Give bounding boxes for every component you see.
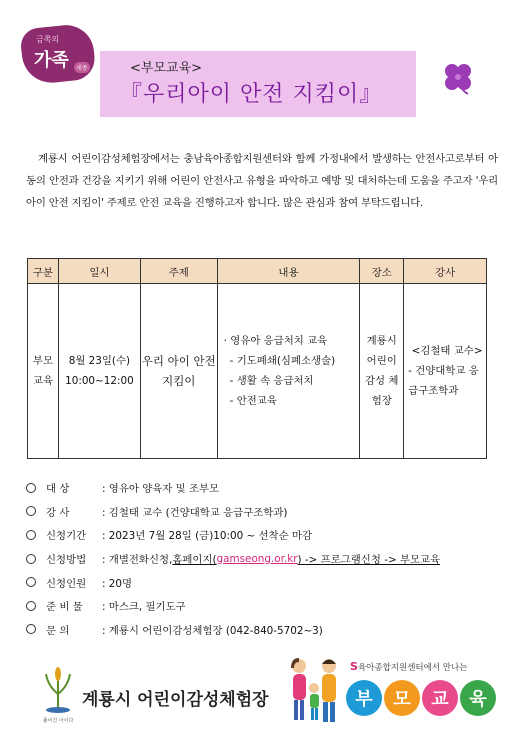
logo-char: 부 — [346, 680, 382, 716]
logo-char: 육 — [460, 680, 496, 716]
list-item — [26, 476, 506, 500]
parent-edu-caption — [350, 660, 467, 673]
header-lecturer: 강사 — [404, 259, 487, 284]
info-value-prefix: : 개별전화신청, — [102, 554, 173, 567]
banner-subtitle: <부모교육> — [130, 61, 203, 76]
plant-logo-icon — [40, 664, 76, 726]
cell-lecturer — [404, 284, 487, 459]
topic-text: 우리 아이 안전 지킴이 — [141, 354, 216, 388]
list-item — [26, 500, 506, 524]
caption-prefix: S — [350, 660, 358, 673]
circle-bullet-icon — [26, 483, 36, 493]
schedule-table — [27, 258, 487, 459]
info-label: 문 의 — [46, 624, 70, 637]
cell-datetime — [58, 284, 140, 459]
family-badge-logo — [22, 26, 94, 86]
clover-icon — [440, 60, 476, 96]
place-text: 계룡시 어린이 감성 체험장 — [365, 335, 399, 407]
info-label: 대 상 — [46, 483, 70, 496]
circle-bullet-icon — [26, 601, 36, 611]
content-line: · 영유아 응급처치 교육 — [223, 335, 328, 347]
info-value: : 김철태 교수 (건양대학교 응급구조학과) — [102, 506, 288, 519]
list-item — [26, 618, 506, 642]
info-value-suffix: ) -> 프로그램신청 -> 부모교육 — [297, 554, 441, 567]
circle-bullet-icon — [26, 577, 36, 587]
homepage-link[interactable]: gamseong.or.kr — [216, 552, 298, 565]
info-value: : 20명 — [102, 577, 133, 590]
logo-char: 모 — [384, 680, 420, 716]
family-illustration-icon — [285, 654, 345, 726]
badge-line3: 세종 — [74, 62, 90, 73]
info-value: : 2023년 7월 28일 (금)10:00 ~ 선착순 마감 — [102, 530, 312, 543]
list-item — [26, 523, 506, 547]
header-content: 내용 — [217, 259, 360, 284]
date-text: 8월 23일(수) — [68, 355, 131, 367]
header-topic: 주제 — [140, 259, 217, 284]
cell-topic — [140, 284, 217, 459]
badge-line1: 금쪽의 — [36, 35, 60, 44]
info-list — [26, 476, 506, 641]
info-label: 신청방법 — [46, 554, 87, 567]
banner-title: 『우리아이 안전 지킴이』 — [120, 82, 383, 107]
circle-bullet-icon — [26, 530, 36, 540]
info-value: : 마스크, 필기도구 — [102, 601, 186, 614]
content-line: - 생활 속 응급처치 — [229, 375, 314, 387]
intro-paragraph: 계룡시 어린이감성체험장에서는 충남육아종합지원센터와 함께 가정내에서 발생하는 안전사고로부터 아동의 안전과 건강을 지키기 위해 어린이 안전사고 유형을 파악하고 예방 및 대처하는데 도움을 주고자 '우리 아이 안전 지킴이' 주제로 안전 교육을 진행하고자 합니다. 많은 관심과 참여 부탁드립니다. — [26, 153, 498, 209]
info-label: 신청인원 — [46, 577, 87, 590]
circle-bullet-icon — [26, 624, 36, 634]
logo-char: 교 — [422, 680, 458, 716]
list-item — [26, 570, 506, 594]
list-item — [26, 547, 506, 571]
cell-content — [217, 284, 360, 459]
info-label: 강 사 — [46, 506, 70, 519]
list-item — [26, 594, 506, 618]
caption-text: 육아종합지원센터에서 만나는 — [357, 663, 468, 673]
table-row — [28, 284, 487, 459]
badge-line2: 가족 — [34, 50, 69, 71]
circle-bullet-icon — [26, 506, 36, 516]
time-text: 10:00~12:00 — [65, 375, 134, 387]
content-line: - 안전교육 — [229, 395, 277, 407]
lecturer-name: <김철태 교수> — [411, 345, 483, 357]
header-category: 구분 — [28, 259, 59, 284]
homepage-label: 홈페이지( — [172, 554, 217, 567]
title-banner — [100, 51, 416, 117]
info-label: 신청기간 — [46, 530, 87, 543]
info-value: : 계룡시 어린이감성체험장 (042-840-5702~3) — [102, 624, 323, 637]
category-text: 부모교육 — [32, 355, 53, 387]
content-line: - 기도폐쇄(심폐소생술) — [229, 355, 336, 367]
info-label: 준 비 물 — [46, 601, 83, 614]
header-datetime: 일시 — [58, 259, 140, 284]
cell-place — [360, 284, 404, 459]
parent-education-logo — [346, 680, 496, 716]
lecturer-affiliation: - 건양대학교 응급구조학과 — [408, 365, 479, 397]
cell-category — [28, 284, 59, 459]
header-place: 장소 — [360, 259, 404, 284]
plant-caption: 풀어진 아이다 — [42, 718, 74, 724]
table-header-row — [28, 259, 487, 284]
info-value: : 영유아 양육자 및 조부모 — [102, 483, 220, 496]
center-name: 계룡시 어린이감성체험장 — [82, 690, 269, 710]
circle-bullet-icon — [26, 554, 36, 564]
